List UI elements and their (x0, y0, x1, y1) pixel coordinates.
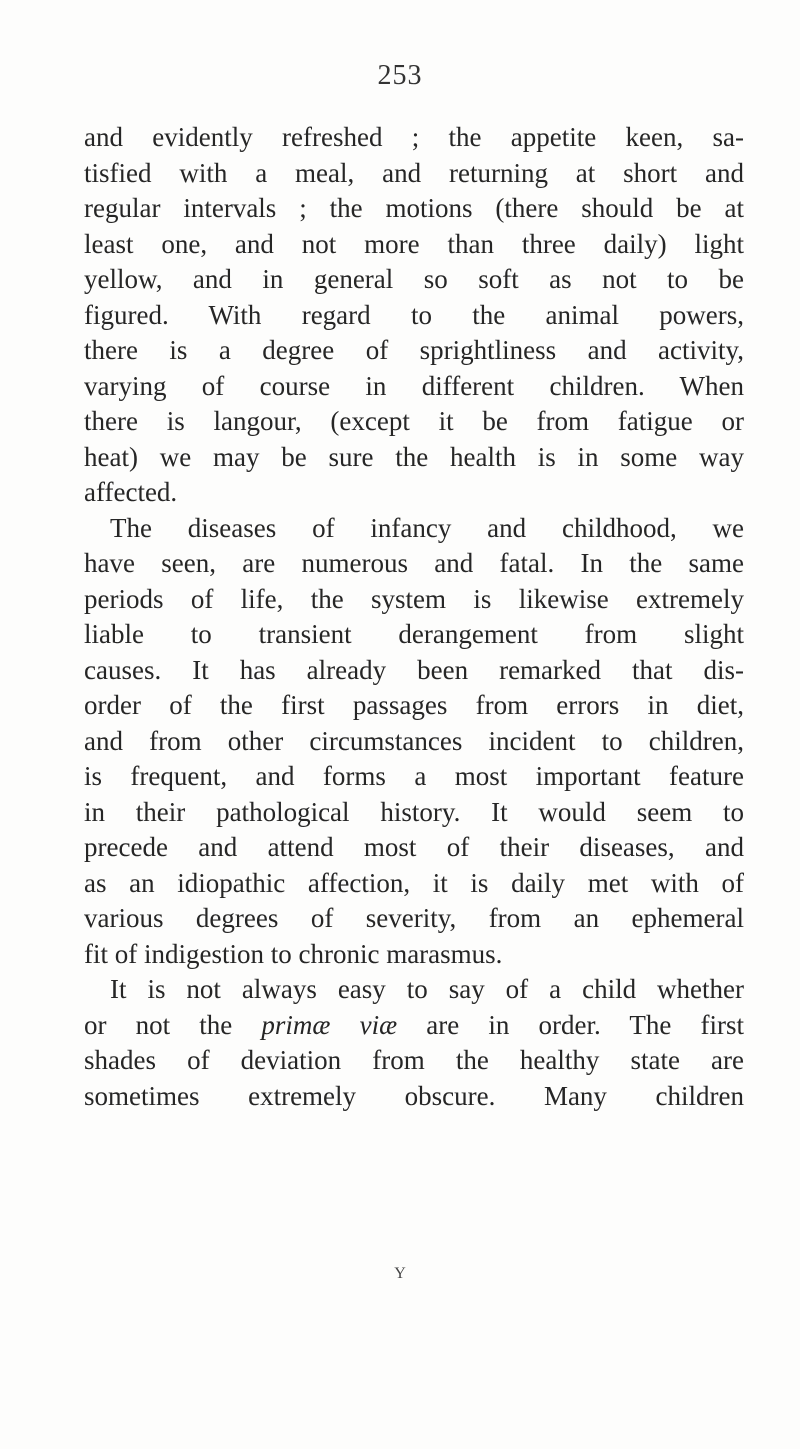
text-line: fit of indigestion to chronic marasmus. (84, 938, 503, 969)
italic-phrase: primæ viæ (261, 1009, 398, 1040)
text-line: periods of life, the system is likewise extremely (84, 583, 744, 614)
signature-mark: Y (394, 1265, 406, 1282)
text-line: precede and attend most of their diseases, and (84, 832, 744, 862)
text-line: various degrees of severity, from an ephemeral (84, 903, 744, 933)
text-line: heat) we may be sure the health is in some way (84, 441, 744, 472)
text-line: yellow, and in general so soft as not to be (84, 264, 744, 294)
text-line: varying of course in different children. When (84, 370, 744, 401)
text-line: is frequent, and forms a most important feature (84, 761, 744, 791)
text-line: there is a degree of sprightliness and activity, (84, 335, 744, 365)
text-run: are in order. The first (397, 1009, 745, 1040)
text-line: shades of deviation from the healthy state are (84, 1045, 744, 1075)
text-line: liable to transient derangement from slight (84, 619, 744, 649)
text-line: have seen, are numerous and fatal. In the same (84, 548, 744, 578)
text-line: tisfied with a meal, and returning at short and (84, 157, 744, 188)
body-text (84, 120, 744, 1114)
page-number: 253 (377, 60, 423, 91)
text-line: regular intervals ; the motions (there should be at (84, 193, 744, 223)
text-line: least one, and not more than three daily) light (84, 228, 744, 259)
text-line: order of the first passages from errors in diet, (84, 690, 744, 720)
text-line: and from other circumstances incident to children, (84, 725, 744, 756)
text-line: figured. With regard to the animal powers, (84, 299, 744, 330)
paragraph-2 (84, 511, 744, 973)
text-line: in their pathological history. It would seem to (84, 796, 744, 827)
text-line: there is langour, (except it be from fatigue or (84, 406, 744, 436)
text-line: as an idiopathic affection, it is daily met with of (84, 867, 744, 898)
paragraph-3 (84, 972, 744, 1114)
text-line: sometimes extremely obscure. Many children (84, 1080, 744, 1111)
text-line-with-italic (84, 1008, 744, 1044)
paragraph-1 (84, 120, 744, 511)
text-line: The diseases of infancy and childhood, we (110, 512, 744, 543)
text-line: and evidently refreshed ; the appetite keen, sa- (84, 122, 744, 152)
text-line: affected. (84, 477, 178, 507)
text-line: causes. It has already been remarked that dis- (84, 654, 744, 685)
text-run: or not the (84, 1009, 262, 1040)
text-line: It is not always easy to say of a child whether (110, 974, 744, 1004)
